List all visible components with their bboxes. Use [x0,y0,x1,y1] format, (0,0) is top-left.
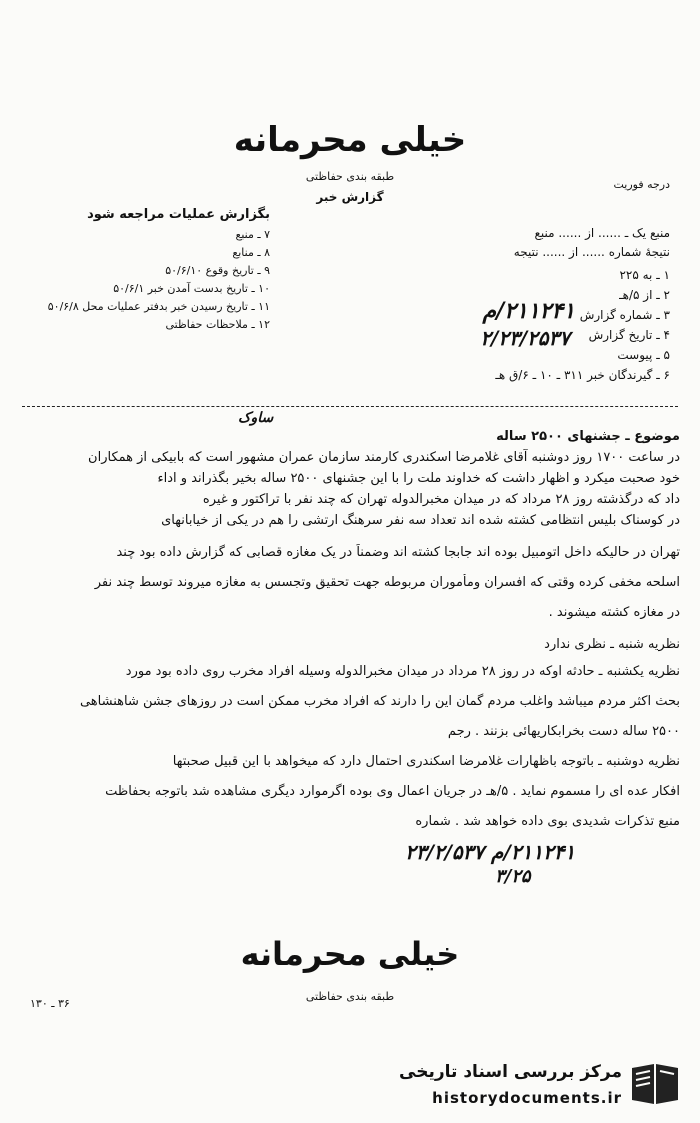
field-from: ۲ ـ از ۵/هـ [619,288,670,302]
report-type-label: گزارش خبر [316,190,384,204]
field-report-number: ۳ ـ شماره گزارش [579,308,670,322]
handwritten-report-number: ۲۱۱۲۴۱/م [482,298,575,324]
field-security-notes: ۱۲ ـ ملاحظات حفاظتی [165,318,270,331]
watermark-archive-name: مرکز بررسی اسناد تاریخی [399,1062,622,1082]
subject-line: موضوع ـ جشنهای ۲۵۰۰ ساله [496,429,680,444]
report-line-5: تهران در حالیکه داخل اتومبیل بوده اند جابجا کشته اند وضمناً در یک مغازه قصابی که گزارش داده بود چند [116,545,680,560]
report-line-6: اسلحه مخفی کرده وقتی که افسران ومأموران مربوطه جهت تحقیق وتجسس به مغازه میروند توسط چند نفر [94,575,680,590]
opinion-monday-line-2: افکار عده ای را مسموم نماید . ۵/هـ در جریان اعمال وی بوده اگرموارد دیگری مشاهده شد باتوجه بحفاظت [105,784,680,799]
handwritten-reference: ۲۱۱۲۴۱/م ۲۳/۲/۵۳۷ [405,840,576,864]
field-source-row: منبع یک ـ ...... از ...... منبع [534,226,670,240]
priority-label: درجه فوریت [613,178,670,191]
handwritten-note: ساوک [238,410,274,426]
report-line-4: در کوسناک بلیس انتظامی کشته شده اند تعداد سه نفر سرهنگ ارتشی را هم در یکی از خیابانهای [161,513,680,528]
field-sources-8: ۸ ـ منابع [232,246,270,259]
archive-logo [628,1060,682,1108]
report-line-2: خود صحبت میکرد و اظهار داشت که خداوند ملت را با این جشنهای ۲۵۰۰ ساله بخیر بگذراند و اداء [157,471,680,486]
field-recipients: ۶ ـ گیرندگان خبر ۳۱۱ ـ ۱۰ ـ ۶/ق هـ [495,368,670,382]
header-divider [22,406,678,407]
field-received-date: ۱۱ ـ تاریخ رسیدن خبر بدفتر عملیات محل ۵۰/۶/۸ [47,300,270,313]
field-attachment: ۵ ـ پیوست [617,348,670,362]
handwritten-report-date: ۲/۲۳/۲۵۳۷ [480,326,570,350]
book-icon [628,1060,682,1108]
handwritten-code: ۳/۲۵ [495,866,531,887]
refer-to-operations-heading: بگزارش عملیات مراجعه شود [87,207,270,222]
opinion-monday-line-1: نظریه دوشنبه ـ باتوجه باظهارات غلامرضا اسکندری احتمال دارد که میخواهد با این قبیل صحبتها [172,754,680,769]
classification-subtitle: طبقه بندی حفاظتی [305,170,395,183]
report-line-1: در ساعت ۱۷۰۰ روز دوشنبه آقای غلامرضا اسکندری کارمند سازمان عمران مشهور است که بابیکی از همکاران [88,450,680,465]
opinion-sunday-line-2: بحث اکثر مردم میباشد واغلب مردم گمان این را دارند که افراد مخرب ممکن است در روزهای جشن شاهنشاهی [79,694,680,709]
opinion-sunday-line-3: ۲۵۰۰ ساله دست بخرابکاریهائی بزنند . رجم [447,724,680,739]
field-report-date: ۴ ـ تاریخ گزارش [588,328,670,342]
field-result-row: نتیجهٔ شماره ...... از ...... نتیجه [513,245,670,259]
report-line-7: در مغازه کشته میشوند . [548,605,680,620]
watermark-website: historydocuments.ir [432,1089,622,1107]
form-number: ۳۶ ـ ۱۳۰ [30,997,70,1010]
classification-title: خیلی محرمانه [233,120,467,160]
opinion-sunday-line-1: نظریه یکشنبه ـ حادثه اوکه در روز ۲۸ مرداد در میدان مخبرالدوله وسیله افراد مخرب روی داده بود مورد [125,664,680,679]
field-acquired-date: ۱۰ ـ تاریخ بدست آمدن خبر ۵۰/۶/۱ [113,282,270,295]
field-occurrence-date: ۹ ـ تاریخ وقوع ۵۰/۶/۱۰ [165,264,270,277]
field-to: ۱ ـ به ۲۲۵ [619,268,670,282]
footer-classification-title: خیلی محرمانه [240,935,460,973]
report-line-3: داد که درگذشته روز ۲۸ مرداد که در میدان مخبرالدوله تهران که چند نفر با تراکتور و غیره [202,492,680,507]
opinion-monday-line-3: منبع تذکرات شدیدی بوی داده خواهد شد . شماره [415,814,680,829]
footer-classification-subtitle: طبقه بندی حفاظتی [305,990,395,1003]
opinion-saturday: نظریه شنبه ـ نظری ندارد [544,637,680,652]
field-source-7: ۷ ـ منبع [235,228,270,241]
